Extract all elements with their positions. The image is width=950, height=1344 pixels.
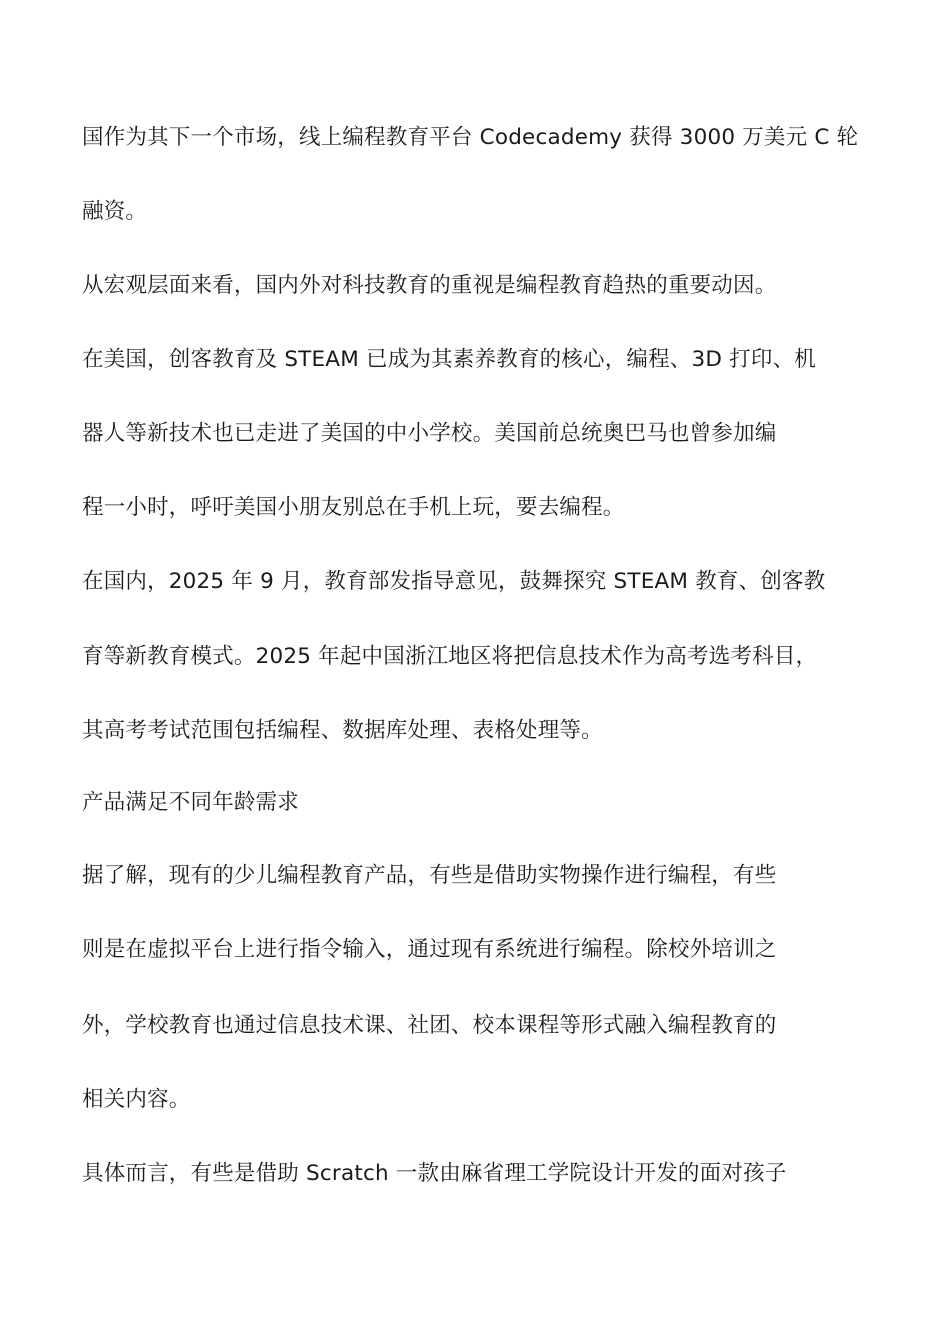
paragraph-1-line-2: 融资。 bbox=[82, 199, 148, 224]
paragraph-5-line-3: 外，学校教育也通过信息技术课、社团、校本课程等形式融入编程教育的 bbox=[82, 1013, 777, 1038]
paragraph-5-line-2: 则是在虚拟平台上进行指令输入，通过现有系统进行编程。除校外培训之 bbox=[82, 937, 777, 962]
paragraph-3-line-2: 器人等新技术也已走进了美国的中小学校。美国前总统奥巴马也曾参加编 bbox=[82, 421, 777, 446]
paragraph-4-line-3: 其高考考试范围包括编程、数据库处理、表格处理等。 bbox=[82, 718, 603, 743]
paragraph-3-line-3: 程一小时，呼吁美国小朋友别总在手机上玩，要去编程。 bbox=[82, 495, 625, 520]
paragraph-4-line-1: 在国内，2025 年 9 月，教育部发指导意见，鼓舞探究 STEAM 教育、创客教 bbox=[82, 569, 826, 594]
paragraph-2-line-1: 从宏观层面来看，国内外对科技教育的重视是编程教育趋热的重要动因。 bbox=[82, 273, 777, 298]
paragraph-1-line-1: 国作为其下一个市场，线上编程教育平台 Codecademy 获得 3000 万美元 C 轮 bbox=[82, 125, 859, 150]
paragraph-3-line-1: 在美国，创客教育及 STEAM 已成为其素养教育的核心，编程、3D 打印、机 bbox=[82, 347, 816, 372]
paragraph-5-line-4: 相关内容。 bbox=[82, 1087, 191, 1112]
paragraph-6-line-1: 具体而言，有些是借助 Scratch 一款由麻省理工学院设计开发的面对孩子 bbox=[82, 1161, 787, 1186]
section-heading: 产品满足不同年龄需求 bbox=[82, 790, 300, 815]
paragraph-4-line-2: 育等新教育模式。2025 年起中国浙江地区将把信息技术作为高考选考科目， bbox=[82, 644, 818, 669]
paragraph-5-line-1: 据了解，现有的少儿编程教育产品，有些是借助实物操作进行编程，有些 bbox=[82, 863, 777, 888]
